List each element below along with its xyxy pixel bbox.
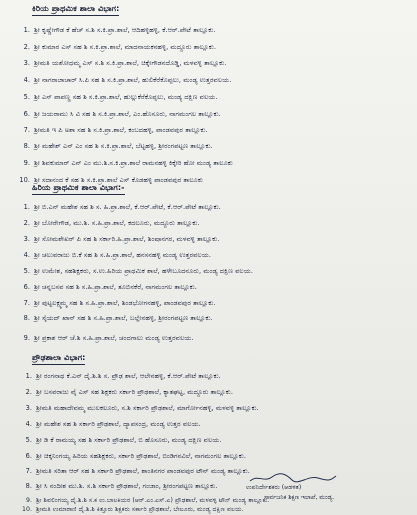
list-item bbox=[18, 436, 222, 445]
item-text: ಶ್ರೀ ಚಲುವರಾಜು ಬಿ.ಕೆ ಸಹ ಶಿ ಸ.ಹಿ.ಪ್ರಾ.ಶಾಲೆ, ಹನಸನಹಳ್ಳಿ ಮಂಡ್ಯ ಉತ್ತರವಲಯ. bbox=[34, 251, 211, 259]
signatory-office: ಸಾರ್ವಜನಿಕ ಶಿಕ್ಷಣ ಇಲಾಖೆ, ಮಂಡ್ಯ. bbox=[264, 494, 335, 501]
item-number: 6. bbox=[23, 110, 30, 118]
item-number: 7. bbox=[23, 299, 30, 307]
list-item bbox=[16, 93, 218, 102]
item-number: 9. bbox=[25, 497, 32, 504]
item-number: 6. bbox=[23, 283, 30, 291]
list-item bbox=[16, 126, 208, 135]
item-text: ಶ್ರೀ ರಂಗನಾಥ ಕೆ.ಎನ್ ದೈ.ಶಿ.ಶಿ ಸ. ಪ್ರೌಢ ಶಾಲೆ, ಆಲೇನಹಳ್ಳಿ, ಕೆ.ಆರ್.ಪೇಟೆ ತಾಲ್ಲೂಕು. bbox=[36, 372, 221, 380]
item-text: ಶ್ರೀ ಸಿ ನಂದೀಶ ಮು.ಶಿ. ಸ.ಶಿ ಸರ್ಕಾರಿ ಪ್ರೌಢಶಾಲೆ, ಗಂಜಾಂ, ಶ್ರೀರಂಗಪಟ್ಟಣ ತಾಲ್ಲೂಕು. bbox=[36, 482, 218, 490]
item-number: 2. bbox=[23, 219, 30, 227]
list-item bbox=[16, 267, 253, 276]
list-item bbox=[18, 404, 259, 413]
item-number: 8. bbox=[23, 142, 30, 150]
item-text: ಶ್ರೀ ಸೈಯದ್ ಖಾನ್ ಸಹ ಶಿ ಸ.ಹಿ.ಪ್ರಾ.ಶಾಲೆ, ಬಲ್ಲೇನಹಳ್ಳಿ, ಶ್ರೀರಂಗಪಟ್ಟಣ ತಾಲ್ಲೂಕು. bbox=[34, 314, 213, 322]
item-text: ಶ್ರೀ ಶಿವಕುಮಾರ್ ಎನ್ ಎಂ ಮು.ಶಿ.ಸ.ಕಿ.ಪ್ರಾ.ಶಾಲೆ ರಾಮನಹಳ್ಳಿ ಕಿಕ್ಕೇರಿ ಹೋ ಮಂಡ್ಯ ತಾಲೂಕು bbox=[34, 159, 233, 167]
list-item bbox=[16, 142, 213, 151]
list-item bbox=[18, 388, 233, 397]
handwritten-signature bbox=[248, 472, 338, 484]
item-number: 8. bbox=[23, 314, 30, 322]
item-text: ಶ್ರೀ ಮಹೇಶ್ ಎನ್ ಎಂ ಸಹ ಶಿ ಸ.ಕಿ.ಪ್ರಾ.ಶಾಲೆ, ಬೆಟ್ಟಹಳ್ಳಿ, ಶ್ರೀರಂಗಪಟ್ಟಣ ತಾಲ್ಲೂಕು. bbox=[34, 142, 213, 150]
item-text: ಶ್ರೀ ಬಿ.ಎನ್ ಮಹೇಶ ಸಹ ಶಿ ಸ. ಹಿ.ಪ್ರಾ.ಶಾಲೆ, ಕೆ.ಆರ್.ಪೇಟೆ, ಕೆ.ಆರ್.ಪೇಟೆ ತಾಲ್ಲೂಕು. bbox=[34, 203, 221, 211]
item-text: ಶ್ರೀ ಪುಟ್ಟಲಕ್ಷ್ಮಮ್ಮ ಸಹ ಶಿ ಸ.ಹಿ.ಪ್ರಾ.ಶಾಲೆ, ಶಿಂಡಭೋಗನಹಳ್ಳಿ, ಪಾಂಡವಪುರ ತಾಲ್ಲೂಕು. bbox=[34, 299, 216, 307]
list-item bbox=[18, 467, 250, 476]
item-text: ಶ್ರೀಮತಿ ಯಶೋಧಮ್ಮ ಎಸ್ ಸ.ಶಿ ಸ.ಕಿ.ಪ್ರಾ.ಶಾಲೆ, ಚಿಕ್ಕೇಗೌಡನದೊಡ್ಡಿ, ಮಳವಳ್ಳಿ ತಾಲ್ಲೂಕು. bbox=[34, 59, 227, 67]
item-number: 7. bbox=[23, 126, 30, 134]
item-number: 1. bbox=[23, 26, 30, 34]
item-number: 1. bbox=[25, 372, 32, 380]
list-item bbox=[16, 26, 216, 35]
item-number: 6. bbox=[25, 452, 32, 460]
item-text: ಶ್ರೀ ಮಹೇಶ ಸಹ ಶಿ ಸರ್ಕಾರಿ ಪ್ರೌಢಶಾಲೆ, ದ್ಯಾಪಸಂದ್ರ, ಮಂಡ್ಯ ಉತ್ತರ ವಲಯ. bbox=[36, 420, 201, 428]
item-number: 3. bbox=[23, 59, 30, 67]
section-heading: ಕಿರಿಯ ಪ್ರಾಥಮಿಕ ಶಾಲಾ ವಿಭಾಗ: bbox=[32, 4, 120, 13]
item-number: 5. bbox=[23, 93, 30, 101]
item-text: ಶ್ರೀ ಜಯರಾಮು ಸಿ ವಿ ಸಹ ಶಿ ಸ.ಕಿ.ಪ್ರಾ.ಶಾಲೆ, ಎಂ.ಹೊಸೂರು, ನಾಗಮಂಗಲ ತಾಲ್ಲೂಕು. bbox=[34, 110, 221, 118]
item-text: ಶ್ರೀ ಬಸವರಾಜು ವೈ ಎಸ್ ಸಹ ಶಿಕ್ಷಕರು ಸರ್ಕಾರಿ ಪ್ರೌಢಶಾಲೆ, ಕ್ಯಾತಘಟ್ಟ, ಮದ್ದೂರು ತಾಲ್ಲೂಕು. bbox=[36, 388, 233, 396]
item-number: 7. bbox=[25, 467, 32, 475]
list-item bbox=[18, 372, 221, 381]
item-number: 9. bbox=[23, 334, 30, 342]
item-number: 1. bbox=[23, 203, 30, 211]
list-item bbox=[16, 251, 211, 260]
item-text: ಶ್ರೀ ಚಿಕ್ಕನಿಂಗಯ್ಯ ಹಿರಿಯ ಸಹಶಿಕ್ಷಕರು, ಸರ್ಕಾರಿ ಪ್ರೌಢಶಾಲೆ, ಬಿಂಡಿಗನವಿಲೆ, ನಾಗಮಂಗಲ ತಾಲ್ಲೂಕು. bbox=[36, 452, 246, 460]
section-heading: ಹಿರಿಯ ಪ್ರಾಥಮಿಕ ಶಾಲಾ ವಿಭಾಗ:- bbox=[32, 183, 125, 192]
item-text: ಶ್ರೀಮತಿ ಸರಿತಾ ಆರ್ ಸಹ ಶಿ ಸರ್ಕಾರಿ ಪ್ರೌಢಶಾಲೆ, ಶಾಂತಿನಗರ ಪಾಂಡವಪುರ ಟೌನ್ ಮಂಡ್ಯ ತಾಲ್ಲೂಕು. bbox=[36, 467, 250, 475]
item-text: ಶ್ರೀ ಡಿ ಕೆ ರಾಮಯ್ಯ ಸಹ ಶಿ ಸರ್ಕಾರಿ ಪ್ರೌಢಶಾಲೆ, ಬಿ ಹೊಸೂರು, ಮಂಡ್ಯ ದಕ್ಷಿಣ ವಲಯ. bbox=[36, 436, 222, 444]
list-item bbox=[16, 59, 226, 68]
list-item bbox=[16, 283, 197, 292]
list-item bbox=[16, 43, 216, 52]
item-number: 4. bbox=[23, 76, 30, 84]
list-item bbox=[18, 452, 246, 461]
list-item bbox=[16, 110, 221, 119]
item-number: 4. bbox=[25, 420, 32, 428]
item-number: 10. bbox=[22, 506, 32, 513]
item-text: ಶ್ರೀ ಚನ್ನಬಸವ ಸಹ ಶಿ ಸ.ಹಿ.ಪ್ರಾ.ಶಾಲೆ, ತೂಬಿನಕೆರೆ, ನಾಗಮಂಗಲ ತಾಲ್ಲೂಕು. bbox=[34, 283, 197, 291]
list-item bbox=[18, 497, 269, 505]
list-item bbox=[18, 420, 201, 429]
list-item bbox=[18, 506, 244, 514]
item-number: 8. bbox=[25, 482, 32, 490]
item-number: 3. bbox=[25, 404, 32, 412]
item-number: 10. bbox=[19, 176, 30, 184]
item-number: 3. bbox=[23, 235, 30, 243]
item-text: ಶ್ರೀ ಎಸ್ ಪಾಪಣ್ಣ ಸಹ ಶಿ ಸ.ಕಿ.ಪ್ರಾ.ಶಾಲೆ, ಹುಲ್ಲುಕೆರೆಕೊಪ್ಪಲು, ಮಂಡ್ಯ ದಕ್ಷಿಣ ವಲಯ. bbox=[34, 93, 218, 101]
item-text: ಶ್ರೀ ಉಮೇಶ, ಸಹಶಿಕ್ಷಕರು, ಸ.ಉ.ಹಿರಿಯ ಪ್ರಾಥಮಿಕ ಶಾಲೆ, ಹಳೇಬೂದನೂರು, ಮಂಡ್ಯ ದಕ್ಷಿಣ ವಲಯ. bbox=[34, 267, 253, 275]
list-item bbox=[16, 235, 219, 244]
item-text: ಶ್ರೀ ಸದಾನಂದ ಕೆ ಸಹ ಶಿ ಸ.ಕಿ.ಪ್ರಾ.ಶಾಲೆ ಎಸ್ ಕೊಡಹಳ್ಳಿ ಪಾಂಡವಪುರ ತಾಲೂಕು bbox=[34, 176, 203, 184]
list-item bbox=[16, 203, 221, 212]
item-number: 5. bbox=[25, 436, 32, 444]
item-text: ಶ್ರೀ ಪ್ರಕಾಶ ಆರ್ ಚೆ.ಶಿ ಸ.ಹಿ.ಪ್ರಾ.ಶಾಲೆ, ಚಂದಗಾಲು ಮಂಡ್ಯ ಉತ್ತರವಲಯ. bbox=[34, 334, 194, 342]
signatory-designation: ಉಪನಿರ್ದೇಶಕರು (ಆಡಳಿತ) bbox=[246, 484, 302, 491]
item-number: 2. bbox=[25, 388, 32, 396]
list-item bbox=[18, 482, 217, 491]
list-item bbox=[16, 219, 200, 228]
item-text: ಶ್ರೀ ಶಿವಲಿಂಗಯ್ಯ ದೈ.ಶಿ.ಶಿ ಸ.ಕ ಉ.ಬಾಲಕಿಯರ (ಆರ್.ಎಂ.ಎಸ್.ಎ) ಪ್ರೌಢಶಾಲೆ, ಮಳವಳ್ಳಿ ಟೌನ್ ಮಂಡ್ಯ ತಾಲ್ಲೂಕು. bbox=[36, 497, 270, 504]
item-text: ಶ್ರೀ ಕೃಷ್ಣೇಗೌಡ ಕೆ ಹೆಚ್ ಸ.ಶಿ ಸ.ಕಿ.ಪ್ರಾ.ಶಾಲೆ, ಆದಿಹಳ್ಳಿಹಳ್ಳಿ, ಕೆ.ಆರ್.ಪೇಟೆ ತಾಲ್ಲೂಕು. bbox=[34, 26, 216, 34]
item-number: 2. bbox=[23, 43, 30, 51]
list-item bbox=[16, 314, 213, 323]
item-text: ಶ್ರೀ ಬೋರೇಗೌಡ, ಮು.ಶಿ. ಸ.ಹಿ.ಪ್ರಾ.ಶಾಲೆ, ಕದಲೂರು, ಮದ್ದೂರು ತಾಲ್ಲೂಕು. bbox=[34, 219, 200, 227]
list-item bbox=[16, 334, 194, 343]
item-number: 5. bbox=[23, 267, 30, 275]
item-text: ಶ್ರೀಮತಿ ಇ ಪಿ ಅಶಾ ಸಹ ಶಿ ಸ.ಕಿ.ಪ್ರಾ.ಶಾಲೆ, ಕಂಬದಹಳ್ಳಿ, ಪಾಂಡವಪುರ ತಾಲ್ಲೂಕು. bbox=[34, 126, 208, 134]
list-item bbox=[16, 299, 215, 308]
item-text: ಶ್ರೀ ಸೋಮಶೇಖರ್ ಪಿ ಸಹ ಶಿ ಸರ್ಕಾರಿ.ಹಿ.ಪ್ರಾ.ಶಾಲೆ, ಶಿಂಷಾನಗರ, ಮಳವಳ್ಳಿ ತಾಲ್ಲೂಕು. bbox=[34, 235, 220, 243]
list-item bbox=[16, 76, 231, 85]
item-number: 9. bbox=[23, 159, 30, 167]
item-text: ಶ್ರೀಮತಿ ಮಹಾದೇವಮ್ಮ ಮುಲಕಲೂರು, ಸ.ಶಿ ಸರ್ಕಾರಿ ಪ್ರೌಢಶಾಲೆ, ಮಾರ್ಗೋನಹಳ್ಳಿ, ಮಳವಳ್ಳಿ ತಾಲ್ಲೂಕು. bbox=[36, 404, 259, 412]
item-text: ಶ್ರೀ ನಾಗರಾಜಾಚಾರ್ ಸಿ.ಪಿ ಸಹ ಶಿ ಸ.ಕಿ.ಪ್ರಾ.ಶಾಲೆ, ಹುಲಿಕೆರೆಕೊಪ್ಪಲು, ಮಂಡ್ಯ ಉತ್ತರವಲಯ. bbox=[34, 76, 232, 84]
list-item bbox=[16, 159, 233, 168]
section-heading: ಪ್ರೌಢಶಾಲಾ ವಿಭಾಗ: bbox=[32, 353, 86, 362]
item-text: ಶ್ರೀ ಕುಮಾರ ಎಸ್ ಸಹ ಶಿ ಸ.ಕಿ.ಪ್ರಾ.ಶಾಲೆ, ಮಾದನಾಯಕನಹಳ್ಳಿ, ಮದ್ದೂರು ತಾಲ್ಲೂಕು. bbox=[34, 43, 217, 51]
item-number: 4. bbox=[23, 251, 30, 259]
item-text: ಶ್ರೀಮತಿ ಉಮಾರಾಣಿ ದೈ.ಶಿ.ಶಿ ಕಿತ್ತೂರು ಶಿಕ್ಷಕರು ಸರ್ಕಾರಿ ಪ್ರೌಢಶಾಲೆ, ಬೇಲೂರು, ಮಂಡ್ಯ ದಕ್ಷಿಣ ವಲಯ. bbox=[36, 506, 244, 513]
